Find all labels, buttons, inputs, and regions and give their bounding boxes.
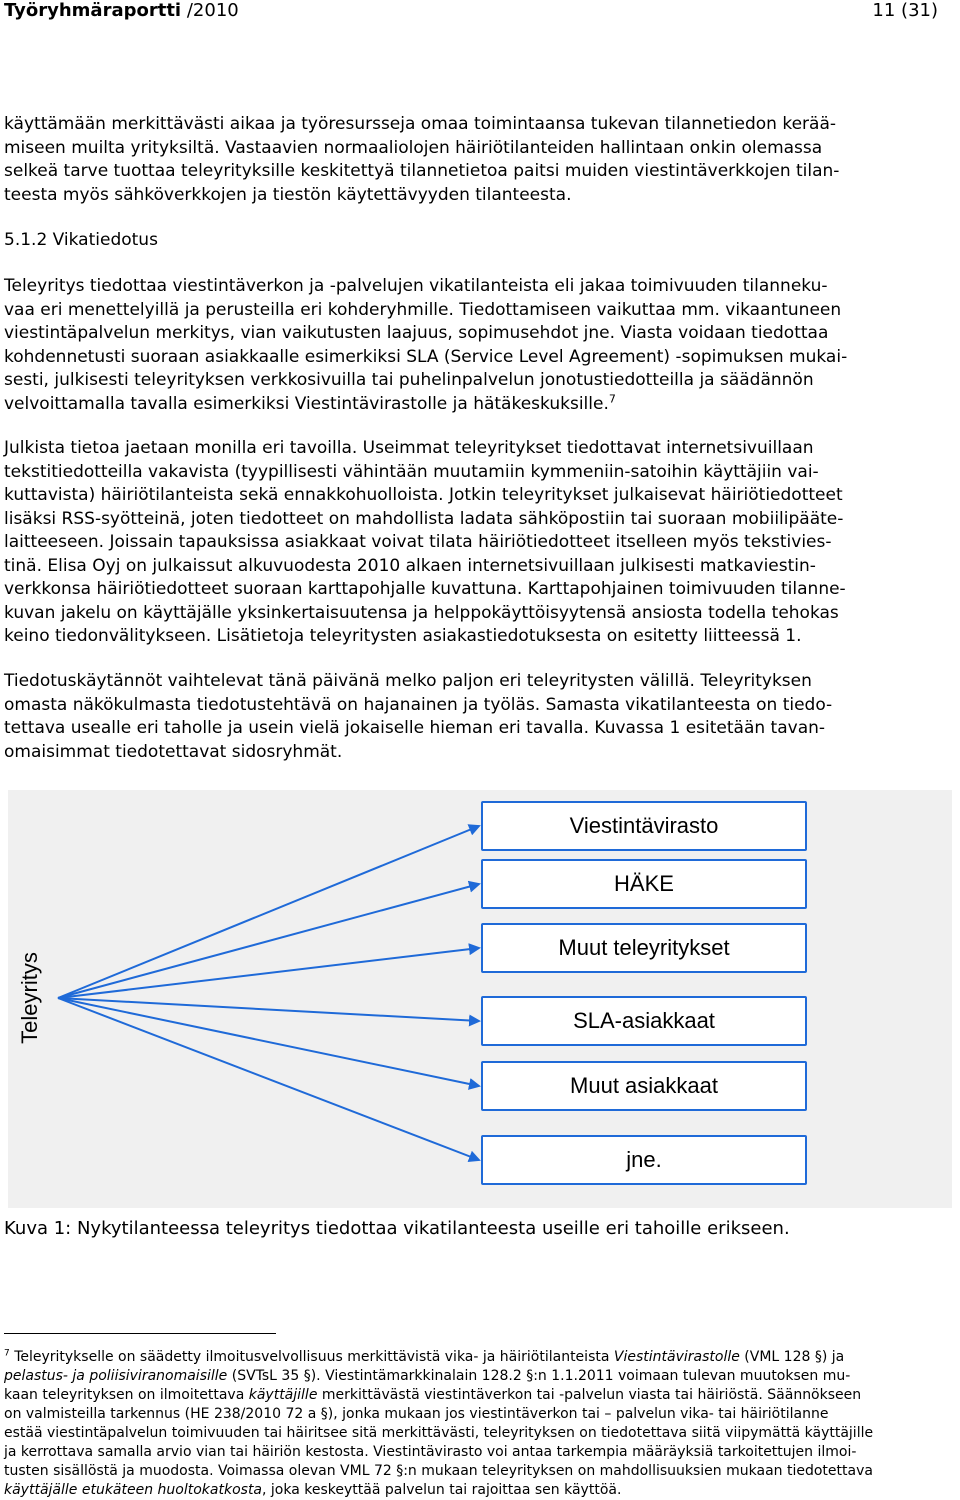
- text-line: omasta näkökulmasta tiedotustehtävä on hajanainen ja työläs. Samasta vikatilanteesta on tiedo-: [4, 694, 833, 715]
- text-line: teesta myös sähköverkkojen ja tiestön käytettävyyden tilanteesta.: [4, 184, 572, 205]
- text-line: Julkista tietoa jaetaan monilla eri tavoilla. Useimmat teleyritykset tiedottavat internetsivuillaan: [4, 438, 814, 458]
- section-heading: 5.1.2 Vikatiedotus: [4, 230, 158, 250]
- footnote-emphasis: käyttäjille: [248, 1387, 318, 1403]
- box-hake: HÄKE: [481, 859, 807, 909]
- text-line: Teleyritys tiedottaa viestintäverkon ja -palvelujen vikatilanteista eli jakaa toimivuuden tilanneku-: [4, 276, 828, 296]
- text-line: tekstitiedotteilla vakavista (tyypillisesti vähintään muutamiin kymmeniin-satoihin käyttäjiin vai-: [4, 461, 819, 482]
- teleyritys-label: Teleyritys: [17, 952, 42, 1044]
- text-line: vaa eri menettelyillä ja perusteilla eri kohderyhmille. Tiedottamiseen vaikuttaa mm. vikaantuneen: [4, 299, 842, 320]
- footnote-text: Teleyritykselle on säädetty ilmoitusvelvollisuus merkittävistä vika- ja häiriötilanteista: [14, 1349, 614, 1365]
- footnote-line: [4, 1481, 956, 1500]
- paragraph-1: [4, 113, 950, 207]
- footnote: [4, 1348, 956, 1500]
- footnote-line: tusten sisällöstä ja muodosta. Voimassa olevan VML 72 §:n mukaan teleyrityksen on mahdollisuuksien mukaan tiedotettava: [4, 1463, 873, 1479]
- footnote-text: (SVTsL 35 §). Viestintämarkkinalain 128.2 §:n 1.1.2011 voimaan tulevan muutoksen mu-: [227, 1368, 851, 1384]
- footnote-emphasis: Viestintävirastolle: [613, 1349, 740, 1365]
- footnote-emphasis: pelastus- ja poliisiviranomaisille: [4, 1368, 228, 1384]
- footnote-divider: [4, 1333, 276, 1334]
- paragraph-4: [4, 670, 950, 764]
- footnote-text: merkittävästä viestintäverkon tai -palvelun viasta tai häiriöstä. Säännökseen: [317, 1387, 862, 1403]
- figure-caption: Kuva 1: Nykytilanteessa teleyritys tiedottaa vikatilanteesta useille eri tahoille erikseen.: [4, 1218, 790, 1239]
- text-line: velvoittamalla tavalla esimerkiksi Viestintävirastolle ja hätäkeskuksille.: [4, 393, 609, 414]
- text-line: tettava usealle eri taholle ja usein vielä jokaiselle hieman eri tavalla. Kuvassa 1 esitetään tavan-: [4, 718, 826, 738]
- text-line: keino tiedonvälitykseen. Lisätietoja teleyritysten asiakastiedotuksesta on esitetty liitteessä 1.: [4, 626, 802, 646]
- figure-source-label: [2, 948, 58, 1048]
- text-line: lisäksi RSS-syötteinä, joten tiedotteet on mahdollista ladata sähköpostiin tai suoraan mobiilipääte-: [4, 508, 844, 529]
- paragraph-3: [4, 437, 950, 649]
- footnote-line: ja kerrottava samalla arvio vian tai häiriön kestosta. Viestintävirasto voi antaa tarkempia määräyksiä tarkoitettujen ilmoi-: [4, 1444, 857, 1460]
- text-line-last: [4, 393, 950, 417]
- text-line: laitteeseen. Joissain tapauksissa asiakkaat voivat tilata häiriötiedotteet itselleen myös tekstivies-: [4, 532, 832, 552]
- text-line: tinä. Elisa Oyj on julkaissut alkuvuodesta 2010 alkaen internetsivuillaan julkisesti matkaviestin-: [4, 555, 816, 576]
- footnote-line: estää viestintäpalvelun toimivuuden tai häiritsee sitä merkittävästi, teleyrityksen on tiedotettava siitä viipymättä käyttäjille: [4, 1425, 874, 1441]
- text-line: kuttavista) häiriötilanteista sekä ennakkohuolloista. Jotkin teleyritykset julkaisevat häiriötiedotteet: [4, 485, 843, 505]
- footnote-text: kaan teleyrityksen on ilmoitettava: [4, 1387, 249, 1403]
- text-line: verkkonsa häiriötiedotteet suoraan karttapohjalle kuvattuna. Karttapohjainen toimivuuden tilanne-: [4, 579, 846, 599]
- box-muut-asiakkaat: Muut asiakkaat: [481, 1061, 807, 1111]
- footnote-text: (VML 128 §) ja: [739, 1349, 845, 1365]
- box-muut-teleyritykset: Muut teleyritykset: [481, 923, 807, 973]
- page-header: [0, 0, 960, 22]
- footnote-emphasis: käyttäjälle etukäteen huoltokatkosta: [4, 1482, 263, 1498]
- paragraph-2: [4, 275, 950, 416]
- footnote-number: 7: [4, 1348, 10, 1359]
- report-year: /2010: [186, 0, 239, 21]
- footnote-line: on valmisteilla tarkennus (HE 238/2010 72 a §), jonka mukaan jos viestintäverkon tai – palvelun vika- tai häiriötilanne: [4, 1406, 829, 1422]
- text-line: sesti, julkisesti teleyrityksen verkkosivuilla tai puhelinpalvelun jonotustiedotteilla ja säädännön: [4, 370, 814, 390]
- header-left: [4, 0, 239, 22]
- footnote-line: [4, 1386, 956, 1405]
- page-number: 11 (31): [872, 0, 938, 21]
- footnote-line: [4, 1367, 956, 1386]
- stakeholder-figure: [8, 790, 952, 1208]
- report-title: Työryhmäraportti: [4, 0, 182, 21]
- text-line: kohdennetusti suoraan asiakkaalle esimerkiksi SLA (Service Level Agreement) -sopimuksen mukai-: [4, 346, 848, 367]
- text-line: omaisimmat tiedotettavat sidosryhmät.: [4, 741, 343, 762]
- text-line: Tiedotuskäytännöt vaihtelevat tänä päivänä melko paljon eri teleyritysten välillä. Teleyrityksen: [4, 671, 812, 691]
- text-line: miseen muilta yrityksiltä. Vastaavien normaaliolojen häiriötilanteiden hallintaan onkin olemassa: [4, 137, 823, 158]
- footnote-ref[interactable]: 7: [608, 391, 616, 405]
- box-jne: jne.: [481, 1135, 807, 1185]
- footnote-line: [4, 1348, 956, 1367]
- text-line: viestintäpalvelun merkitys, vian vaikutusten laajuus, sopimusehdot jne. Viasta voidaan tiedottaa: [4, 323, 829, 343]
- footnote-text: , joka keskeyttää palvelun tai rajoittaa sen käyttöä.: [262, 1482, 622, 1498]
- text-line: kuvan jakelu on käyttäjälle yksinkertaisuutensa ja helppokäyttöisyytensä ansiosta todella tehokas: [4, 602, 839, 623]
- box-sla-asiakkaat: SLA-asiakkaat: [481, 996, 807, 1046]
- text-line: selkeä tarve tuottaa teleyrityksille keskitettyä tilannetietoa paitsi muiden viestintäverkkojen tilan-: [4, 161, 840, 181]
- box-viestintavirasto: Viestintävirasto: [481, 801, 807, 851]
- text-line: käyttämään merkittävästi aikaa ja työresursseja omaa toimintaansa tukevan tilannetiedon kerää-: [4, 114, 837, 134]
